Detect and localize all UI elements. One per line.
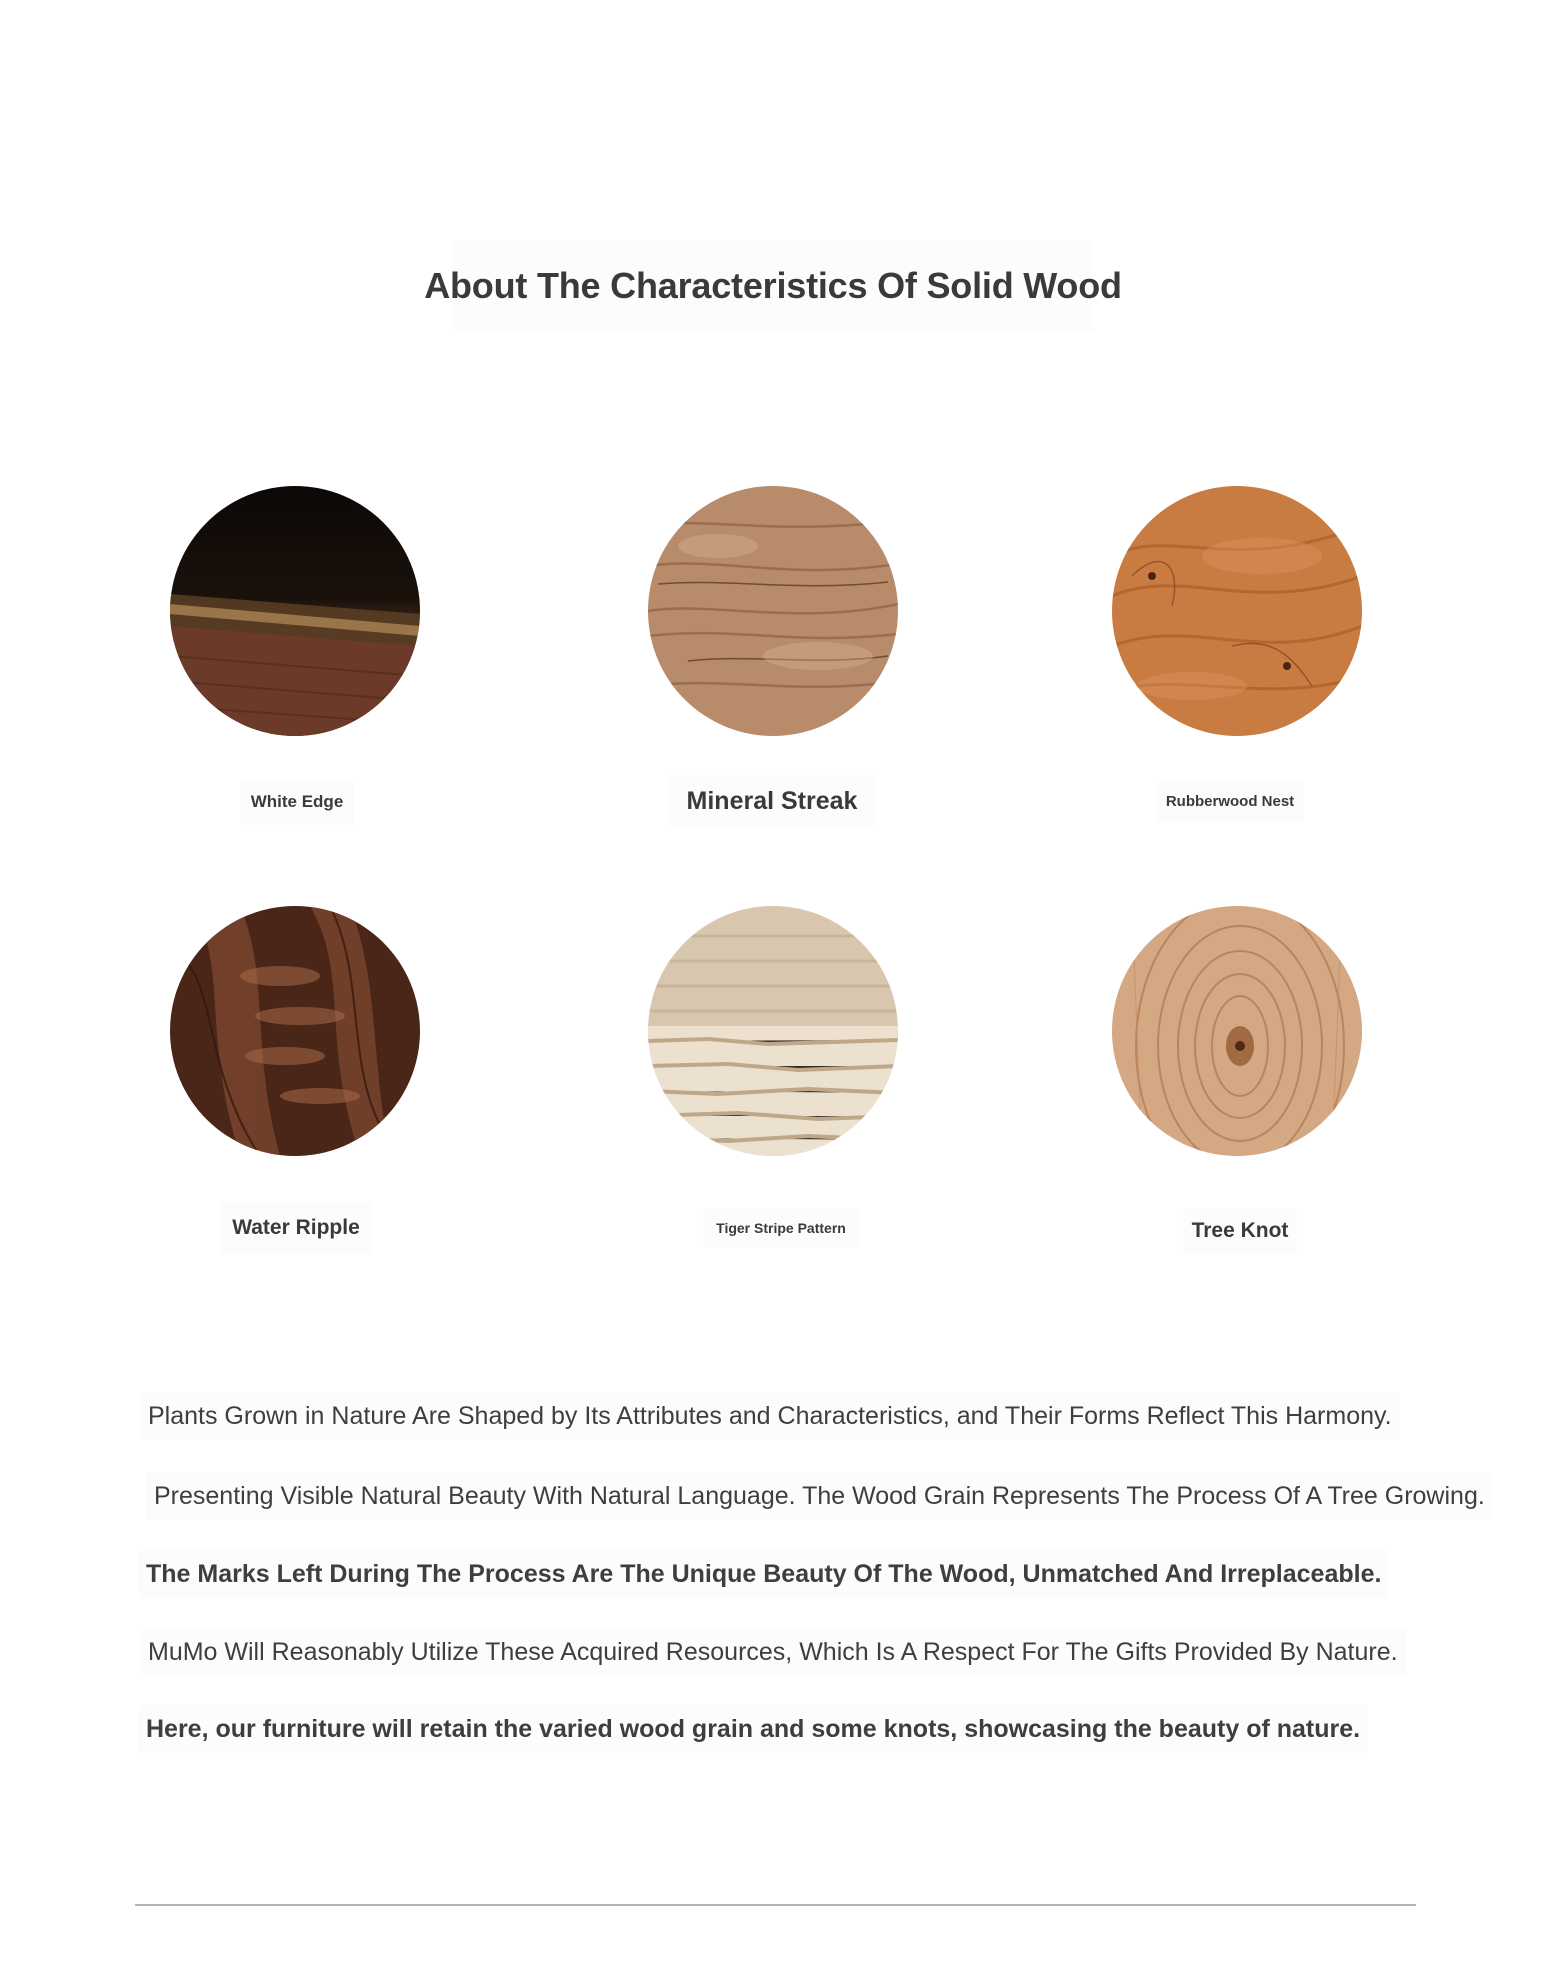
- tree-knot-image: [1112, 906, 1362, 1156]
- label-mineral-streak: Mineral Streak: [669, 775, 875, 827]
- paragraph-3: The Marks Left During The Process Are The Unique Beauty Of The Wood, Unmatched And Irreplaceable.: [138, 1550, 1389, 1598]
- white-edge-image: [170, 486, 420, 736]
- label-white-edge: White Edge: [240, 779, 354, 825]
- label-rubberwood-nest: Rubberwood Nest: [1156, 780, 1304, 822]
- tiger-stripe-pattern-image: [648, 906, 898, 1156]
- mineral-streak-image: [648, 486, 898, 736]
- heading-block: [424, 240, 1122, 332]
- page-title: About The Characteristics Of Solid Wood: [424, 265, 1122, 306]
- label-water-ripple: Water Ripple: [221, 1202, 371, 1254]
- paragraph-1: Plants Grown in Nature Are Shaped by Its Attributes and Characteristics, and Their Forms Reflect This Harmony.: [140, 1392, 1400, 1440]
- paragraph-4: MuMo Will Reasonably Utilize These Acquired Resources, Which Is A Respect For The Gifts Provided By Nature.: [140, 1628, 1406, 1676]
- water-ripple-image: [170, 906, 420, 1156]
- rubberwood-nest-image: [1112, 486, 1362, 736]
- label-tree-knot: Tree Knot: [1183, 1208, 1297, 1254]
- paragraph-2: Presenting Visible Natural Beauty With Natural Language. The Wood Grain Represents The Process Of A Tree Growing.: [146, 1472, 1493, 1520]
- divider: [135, 1904, 1416, 1906]
- paragraph-5: Here, our furniture will retain the varied wood grain and some knots, showcasing the beauty of nature.: [138, 1705, 1368, 1753]
- label-tiger-stripe-pattern: Tiger Stripe Pattern: [703, 1208, 859, 1248]
